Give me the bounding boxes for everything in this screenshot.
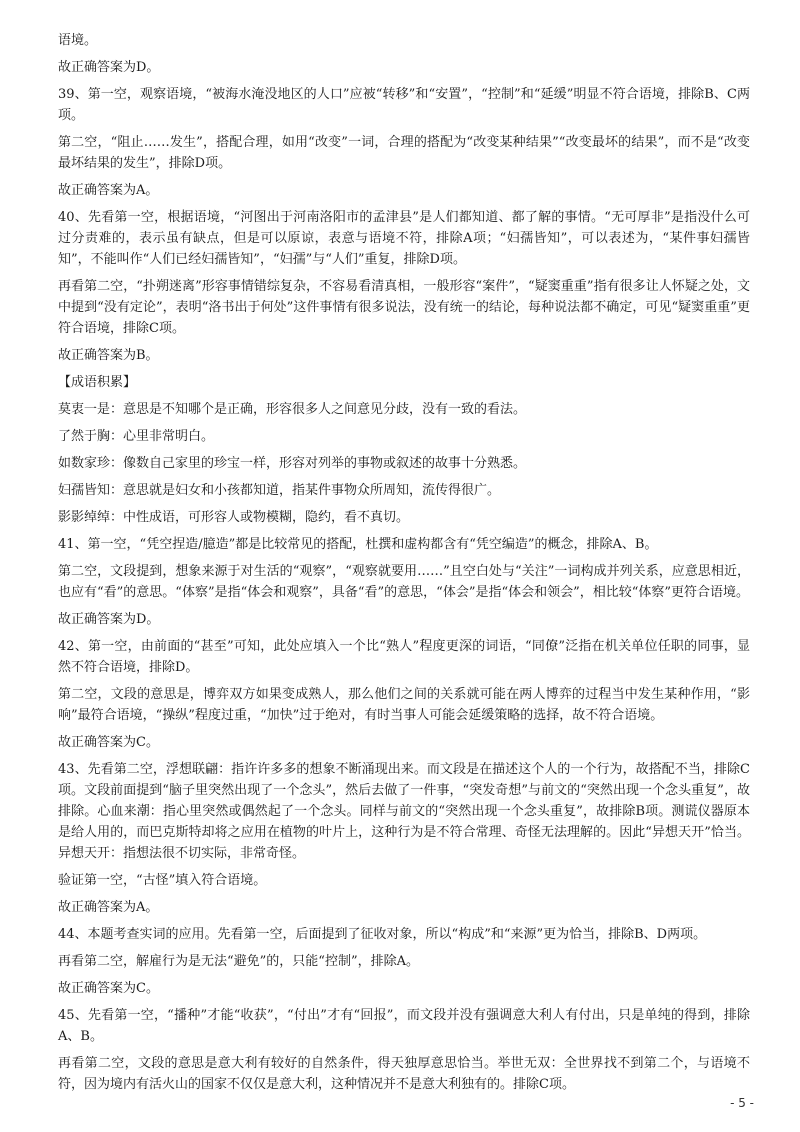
paragraph: 故正确答案为D。	[58, 60, 160, 75]
paragraph: 第二空，“阻止……发生”，搭配合理，如用“改变”一词，合理的搭配为“改变某种结果”“改变最坏的结果”，而不是“改变最坏结果的发生”，排除D项。	[58, 135, 750, 171]
idiom-entry: 了然于胸：心里非常明白。	[58, 429, 215, 444]
paragraph: 45、先看第一空，“播种”才能“收获”，“付出”才有“回报”，而文段并没有强调意大利人有付出，只是单纯的得到，排除A、B。	[58, 1008, 750, 1044]
page-number: - 5 -	[730, 1096, 754, 1110]
idiom-entry: 妇孺皆知：意思就是妇女和小孩都知道，指某件事物众所周知，流传得很广。	[58, 483, 501, 498]
paragraph: 第二空，文段的意思是，博弈双方如果变成熟人，那么他们之间的关系就可能在两人博弈的过程当中发生某种作用，“影响”最符合语境，“操纵”程度过重，“加快”过于绝对，有时当事人可能会延缓策略的选择，故不符合语境。	[58, 687, 750, 723]
paragraph: 故正确答案为C。	[58, 735, 159, 750]
paragraph: 42、第一空，由前面的“甚至”可知，此处应填入一个比“熟人”程度更深的词语，“同僚”泛指在机关单位任职的同事，显然不符合语境，排除D。	[58, 639, 750, 675]
idiom-entry: 莫衷一是：意思是不知哪个是正确，形容很多人之间意见分歧，没有一致的看法。	[58, 402, 527, 417]
paragraph: 故正确答案为D。	[58, 612, 160, 627]
paragraph: 第二空，文段提到，想象来源于对生活的“观察”，“观察就要用……”且空白处与“关注”一词构成并列关系，应意思相近，也应有“看”的意思。“体察”是指“体会和观察”，具备“看”的意思，“体会”是指“体会和领会”，相比较“体察”更符合语境。	[58, 564, 750, 600]
idiom-entry: 如数家珍：像数自己家里的珍宝一样，形容对列举的事物或叙述的故事十分熟悉。	[58, 456, 527, 471]
idiom-entry: 影影绰绰：中性成语，可形容人或物模糊，隐约，看不真切。	[58, 510, 410, 525]
paragraph: 40、先看第一空，根据语境，“河图出于河南洛阳市的孟津县”是人们都知道、都了解的事情。“无可厚非”是指没什么可过分责难的，表示虽有缺点，但是可以原谅，表意与语境不符，排除A项；“妇孺皆知”，可以表述为，“某件事妇孺皆知”，不能叫作“人们已经妇孺皆知”，“妇孺”与“人们”重复，排除D项。	[58, 210, 750, 267]
paragraph: 语境。	[58, 33, 98, 48]
paragraph: 故正确答案为B。	[58, 348, 159, 363]
paragraph: 故正确答案为A。	[58, 900, 159, 915]
paragraph: 再看第二空，“扑朔迷离”形容事情错综复杂，不容易看清真相，一般形容“案件”，“疑窦重重”指有很多让人怀疑之处，文中提到“没有定论”，表明“洛书出于何处”这件事情有很多说法，没有统一的结论，每种说法都不确定，可见“疑窦重重”更符合语境，排除C项。	[58, 279, 750, 336]
paragraph: 故正确答案为A。	[58, 183, 159, 198]
paragraph: 故正确答案为C。	[58, 981, 159, 996]
paragraph: 44、本题考查实词的应用。先看第一空，后面提到了征收对象，所以“构成”和“来源”更为恰当，排除B、D两项。	[58, 927, 707, 942]
paragraph: 再看第二空，文段的意思是意大利有较好的自然条件，得天独厚意思恰当。举世无双：全世界找不到第二个，与语境不符，因为境内有活火山的国家不仅仅是意大利，这种情况并不是意大利独有的。排除C项。	[58, 1056, 750, 1092]
paragraph: 43、先看第二空，浮想联翩：指许许多多的想象不断涌现出来。而文段是在描述这个人的一个行为，故搭配不当，排除C项。文段前面提到“脑子里突然出现了一个念头”，然后去做了一件事，“突发奇想”与前文的“突然出现一个念头重复”，故排除。心血来潮：指心里突然或偶然起了一个念头。同样与前文的“突然出现一个念头重复”，故排除B项。测谎仪器原本是给人用的，而巴克斯特却将之应用在植物的叶片上，这种行为是不符合常理、奇怪无法理解的。因此“异想天开”恰当。异想天开：指想法很不切实际，非常奇怪。	[58, 762, 750, 861]
section-heading: 【成语积累】	[58, 375, 137, 390]
paragraph: 验证第一空，“古怪”填入符合语境。	[58, 873, 267, 888]
paragraph: 41、第一空，“凭空捏造/臆造”都是比较常见的搭配，杜撰和虚构都含有“凭空编造”的概念，排除A、B。	[58, 537, 658, 552]
paragraph: 39、第一空，观察语境，“被海水淹没地区的人口”应被“转移”和“安置”，“控制”和“延缓”明显不符合语境，排除B、C两项。	[58, 87, 750, 123]
paragraph: 再看第二空，解雇行为是无法“避免”的，只能“控制”，排除A。	[58, 954, 419, 969]
